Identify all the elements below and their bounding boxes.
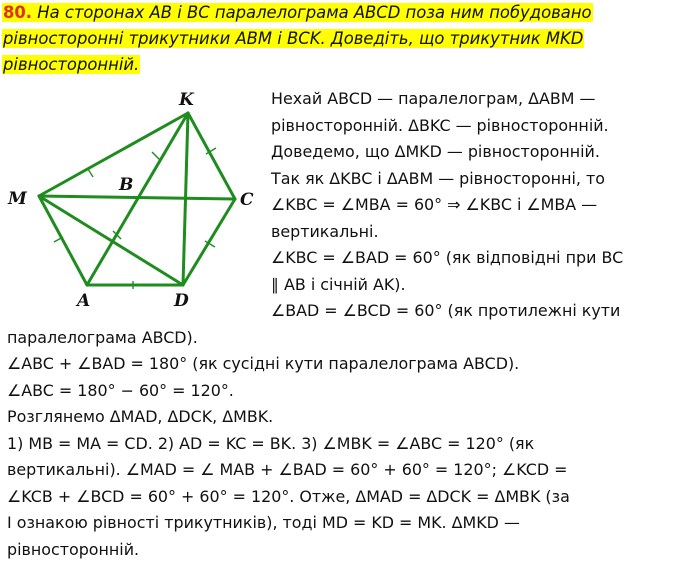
solution-line: Розглянемо ΔMAD, ΔDCK, ΔMBK.: [7, 407, 274, 426]
solution-line: Нехай ABCD — паралелограм, ΔABM —: [271, 89, 596, 108]
solution-line: I ознакою рівності трикутників), тоді MD = KD = MK. ΔMKD —: [7, 513, 520, 532]
solution-text: [7, 86, 691, 563]
solution-line: ∠KBC = ∠BAD = 60° (як відповідні при BC: [271, 248, 624, 267]
point-label-D: D: [174, 291, 189, 311]
solution-line: рівносторонній.: [7, 539, 140, 559]
solution-line: Доведемо, що ΔMKD — рівносторонній.: [271, 142, 600, 161]
task-text: На сторонах AB і BC паралелограма ABCD поза ним побудовано рівносторонні трикутники ABM і BCK. Доведіть, що трикутник MKD рівносторонній.: [3, 3, 592, 74]
solution-line: Так як ΔKBC і ΔABM — рівносторонні, то: [271, 168, 605, 188]
solution-line: паралелограма ABCD).: [7, 327, 198, 347]
solution-line: ∠ABC + ∠BAD = 180° (як сусідні кути паралелограма ABCD).: [7, 354, 520, 373]
point-label-M: M: [8, 189, 27, 209]
point-label-B: B: [119, 175, 134, 195]
point-label-A: A: [77, 291, 91, 311]
solution-line: вертикальні.: [271, 221, 379, 241]
task-statement: [2, 0, 692, 78]
solution-line: вертикальні). ∠MAD = ∠ MAB + ∠BAD = 60° + 60° = 120°; ∠KCD =: [7, 460, 568, 479]
task-number: 80.: [3, 3, 33, 22]
point-label-K: K: [179, 90, 194, 110]
solution-line: ∠ABC = 180° − 60° = 120°.: [7, 380, 234, 400]
solution-line: ∠KCB + ∠BCD = 60° + 60° = 120°. Отже, ΔMAD = ΔDCK = ΔMBK (за: [7, 486, 570, 506]
solution-line: рівносторонній. ΔBKC — рівносторонній.: [271, 115, 609, 135]
solution-line: ∥ AB і січній AK).: [271, 274, 406, 294]
point-label-C: C: [240, 190, 254, 210]
solution-line: ∠KBC = ∠MBA = 60° ⇒ ∠KBC і ∠MBA —: [271, 195, 598, 214]
solution-line: 1) MB = MA = CD. 2) AD = KC = BK. 3) ∠MBK = ∠ABC = 120° (як: [7, 433, 535, 453]
solution-line: ∠BAD = ∠BCD = 60° (як протилежні кути: [271, 301, 621, 320]
